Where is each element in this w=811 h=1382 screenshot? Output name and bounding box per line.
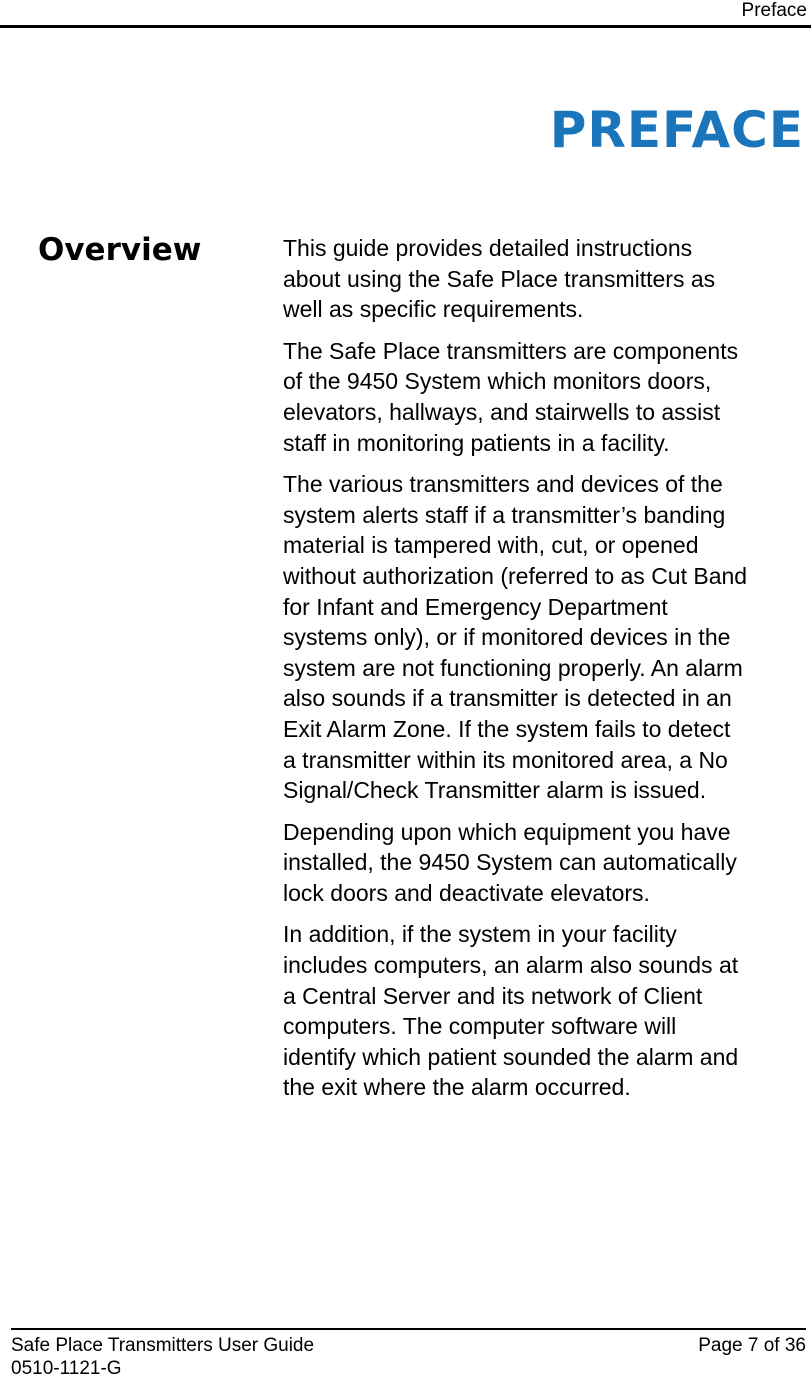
text-line: system are not functioning properly. An alarm xyxy=(283,654,743,681)
text-line: staff in monitoring patients in a facility. xyxy=(283,429,670,456)
text-line: Depending upon which equipment you have xyxy=(283,818,731,845)
text-line: Exit Alarm Zone. If the system fails to detect xyxy=(283,715,731,742)
paragraph xyxy=(283,233,808,325)
footer-document-title: Safe Place Transmitters User Guide xyxy=(11,1335,315,1356)
text-line: a transmitter within its monitored area, a No xyxy=(283,746,728,773)
text-line: also sounds if a transmitter is detected in an xyxy=(283,685,732,712)
text-line: identify which patient sounded the alarm and xyxy=(283,1043,739,1070)
text-line: The Safe Place transmitters are components xyxy=(283,337,739,364)
text-line: for Infant and Emergency Department xyxy=(283,593,668,620)
header-rule xyxy=(0,25,811,28)
paragraph xyxy=(283,817,808,909)
overview-body xyxy=(283,233,808,1114)
text-line: without authorization (referred to as Cut Band xyxy=(283,562,748,589)
text-line: Signal/Check Transmitter alarm is issued. xyxy=(283,777,707,804)
paragraph xyxy=(283,469,808,806)
text-line: a Central Server and its network of Client xyxy=(283,982,703,1009)
text-line: of the 9450 System which monitors doors, xyxy=(283,368,712,395)
text-line: elevators, hallways, and stairwells to assist xyxy=(283,398,721,425)
footer-rule xyxy=(11,1328,806,1330)
text-line: material is tampered with, cut, or opened xyxy=(283,532,699,559)
text-line: about using the Safe Place transmitters as xyxy=(283,265,716,292)
footer-document-info xyxy=(11,1334,314,1380)
text-line: lock doors and deactivate elevators. xyxy=(283,879,650,906)
paragraph xyxy=(283,336,808,458)
text-line: computers. The computer software will xyxy=(283,1013,677,1040)
paragraph xyxy=(283,919,808,1103)
section-heading: Overview xyxy=(38,232,202,268)
text-line: The various transmitters and devices of the xyxy=(283,471,723,498)
text-line: includes computers, an alarm also sounds at xyxy=(283,952,739,979)
text-line: systems only), or if monitored devices in the xyxy=(283,624,731,651)
text-line: In addition, if the system in your facility xyxy=(283,921,677,948)
text-line: the exit where the alarm occurred. xyxy=(283,1074,631,1101)
chapter-title: PREFACE xyxy=(549,101,804,159)
text-line: well as specific requirements. xyxy=(283,296,584,323)
text-line: This guide provides detailed instructions xyxy=(283,235,693,261)
text-line: system alerts staff if a transmitter’s banding xyxy=(283,501,726,528)
text-line: installed, the 9450 System can automatically xyxy=(283,849,737,876)
running-header: Preface xyxy=(741,0,807,21)
footer-page-number: Page 7 of 36 xyxy=(698,1335,806,1356)
footer-document-number: 0510-1121-G xyxy=(11,1358,122,1379)
